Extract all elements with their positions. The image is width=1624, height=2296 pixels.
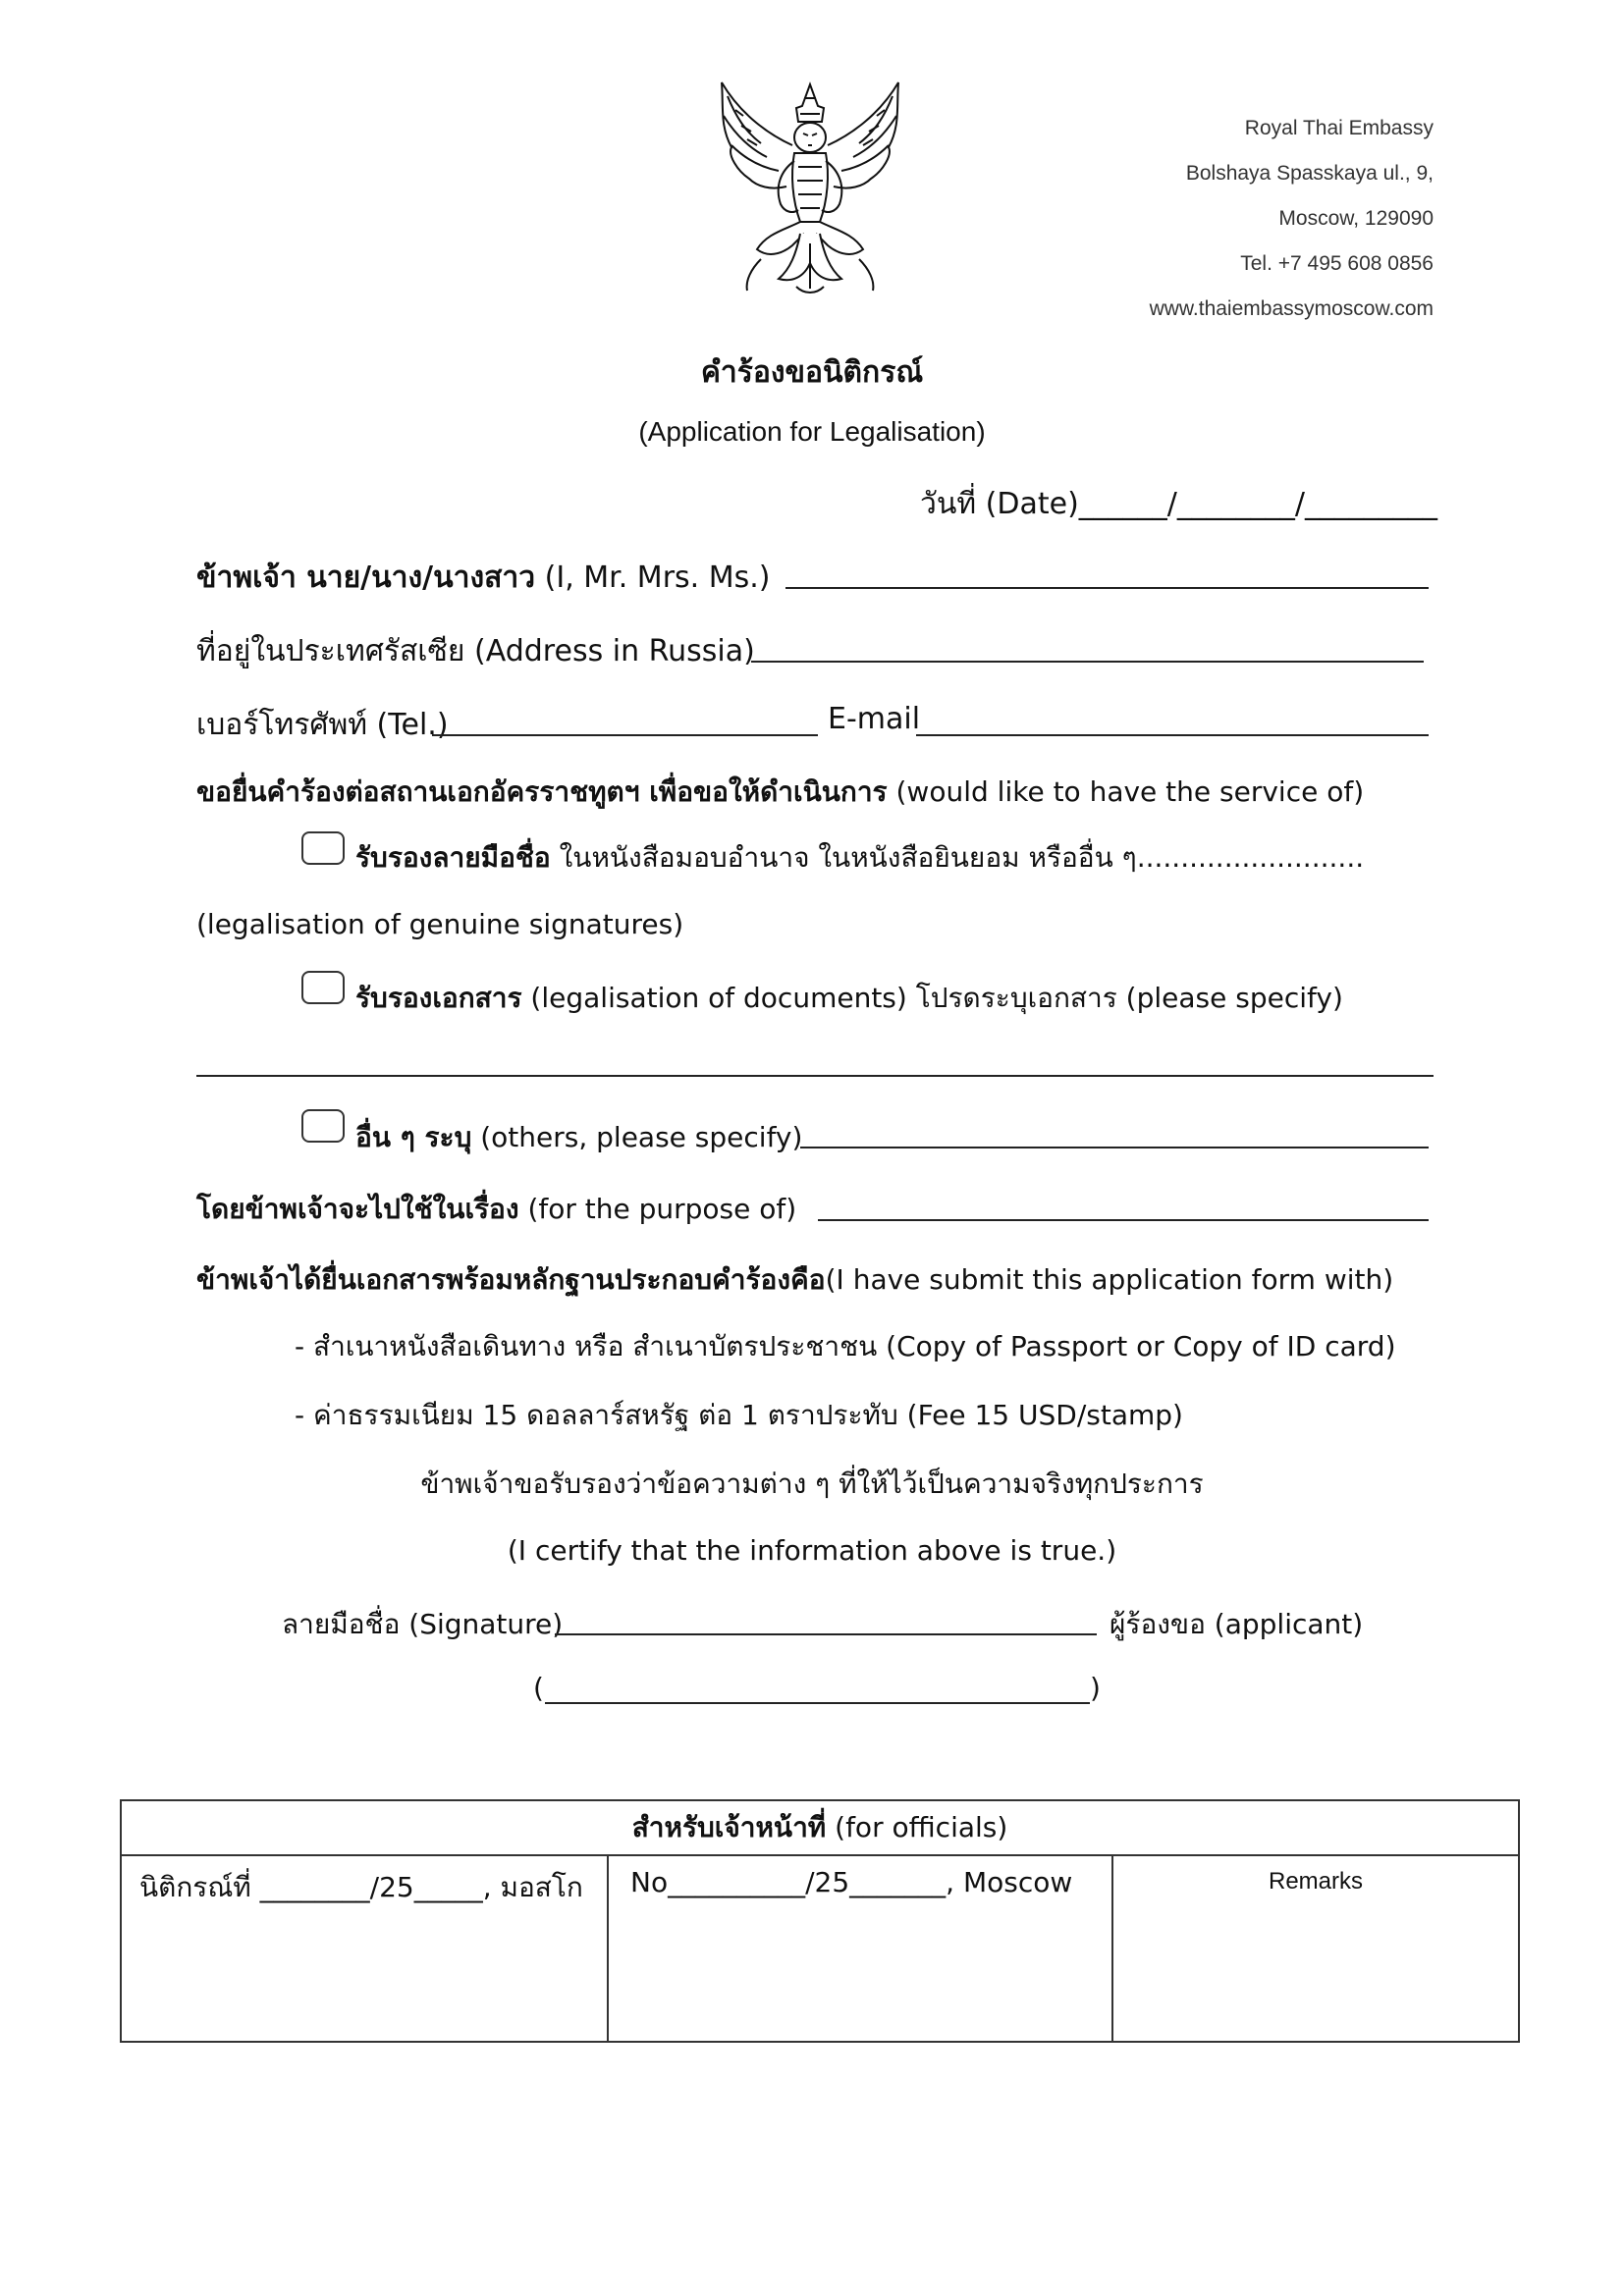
english-legalisation-number: No__________/25_______, Moscow [630, 1866, 1073, 1898]
checkbox-document-legalisation[interactable] [301, 971, 345, 1004]
checkbox-signature-legalisation[interactable] [301, 831, 345, 865]
option-signature-subtitle: (legalisation of genuine signatures) [196, 908, 684, 940]
applicant-label: ผู้ร้องขอ (applicant) [1110, 1608, 1364, 1640]
officials-table [120, 1799, 1520, 2043]
name-label-thai: ข้าพเจ้า นาย/นาง/นางสาว [196, 561, 536, 595]
checkbox-other-service[interactable] [301, 1109, 345, 1143]
tel-label: เบอร์โทรศัพท์ (Tel.) [196, 708, 449, 742]
form-title-thai: คำร้องขอนิติกรณ์ [700, 355, 924, 390]
name-label [196, 555, 770, 601]
embassy-website: www.thaiembassymoscow.com [1149, 297, 1434, 320]
remarks-label: Remarks [1268, 1868, 1363, 1895]
certify-statement-english: (I certify that the information above is true.) [507, 1534, 1117, 1567]
officials-remarks-cell[interactable] [1112, 1855, 1519, 2042]
submitted-docs-english: (I have submit this application form with) [825, 1263, 1394, 1296]
officials-header-english: (for officials) [826, 1811, 1008, 1843]
option-other-label [355, 1116, 802, 1159]
name-label-english: (I, Mr. Mrs. Ms.) [535, 561, 771, 595]
option-signature-thai: รับรองลายมือชื่อ [355, 841, 551, 874]
thai-legalisation-number: นิติกรณ์ที่ ________/25_____, มอสโก [139, 1871, 583, 1903]
option-other-thai: อื่น ๆ ระบุ [355, 1121, 472, 1153]
purpose-english: (for the purpose of) [518, 1193, 797, 1225]
tel-input-line[interactable] [432, 734, 818, 736]
certify-statement-thai: ข้าพเจ้าขอรับรองว่าข้อความต่าง ๆ ที่ให้ไว้เป็นความจริงทุกประการ [420, 1468, 1204, 1500]
submitted-item: - สำเนาหนังสือเดินทาง หรือ สำเนาบัตรประชาชน (Copy of Passport or Copy of ID card) [295, 1330, 1396, 1362]
embassy-name: Royal Thai Embassy [1244, 117, 1434, 139]
other-specify-line[interactable] [800, 1147, 1429, 1148]
name-paren-close: ) [1090, 1672, 1101, 1704]
document-specify-line[interactable] [196, 1075, 1434, 1077]
officials-en-number-cell[interactable] [608, 1855, 1112, 2042]
submitted-item: - ค่าธรรมเนียม 15 ดอลลาร์สหรัฐ ต่อ 1 ตราประทับ (Fee 15 USD/stamp) [295, 1399, 1183, 1431]
submitted-docs-label [196, 1258, 1393, 1302]
address-input-line[interactable] [751, 661, 1424, 663]
option-other-detail: (others, please specify) [471, 1121, 803, 1153]
service-request-english: (would like to have the service of) [887, 775, 1365, 808]
printed-name-line[interactable] [545, 1702, 1090, 1704]
embassy-phone: Tel. +7 495 608 0856 [1240, 252, 1434, 275]
form-title-english: (Application for Legalisation) [638, 416, 986, 447]
name-paren-open: ( [533, 1672, 544, 1704]
name-input-line[interactable] [785, 587, 1429, 589]
officials-thai-number-cell[interactable] [121, 1855, 608, 2042]
signature-input-line[interactable] [555, 1633, 1097, 1635]
address-label: ที่อยู่ในประเทศรัสเซีย (Address in Russia) [196, 634, 755, 668]
service-request-label [196, 771, 1364, 814]
officials-header-thai: สำหรับเจ้าหน้าที่ [631, 1811, 827, 1843]
date-field[interactable]: วันที่ (Date)______/________/_________ [920, 487, 1437, 521]
purpose-label [196, 1188, 796, 1231]
purpose-input-line[interactable] [818, 1219, 1429, 1221]
purpose-thai: โดยข้าพเจ้าจะไปใช้ในเรื่อง [196, 1193, 519, 1225]
email-label: E-mail [828, 702, 921, 736]
submitted-docs-thai: ข้าพเจ้าได้ยื่นเอกสารพร้อมหลักฐานประกอบคำร้องคือ [196, 1263, 826, 1296]
service-request-thai: ขอยื่นคำร้องต่อสถานเอกอัครราชทูตฯ เพื่อขอให้ดำเนินการ [196, 775, 888, 808]
option-document-label [355, 977, 1343, 1020]
embassy-address [982, 117, 1434, 343]
option-document-thai: รับรองเอกสาร [355, 982, 522, 1014]
option-signature-label [355, 836, 1364, 880]
option-document-detail: (legalisation of documents) โปรดระบุเอกสาร (please specify) [521, 982, 1343, 1014]
option-signature-detail: ในหนังสือมอบอำนาจ ในหนังสือยินยอม หรืออื่น ๆ.......................... [550, 841, 1365, 874]
signature-label: ลายมือชื่อ (Signature) [282, 1608, 564, 1640]
embassy-city: Moscow, 129090 [1278, 207, 1434, 230]
garuda-emblem-icon [702, 77, 918, 300]
embassy-street: Bolshaya Spasskaya ul., 9, [1185, 162, 1434, 185]
email-input-line[interactable] [916, 734, 1429, 736]
officials-header [121, 1800, 1519, 1855]
